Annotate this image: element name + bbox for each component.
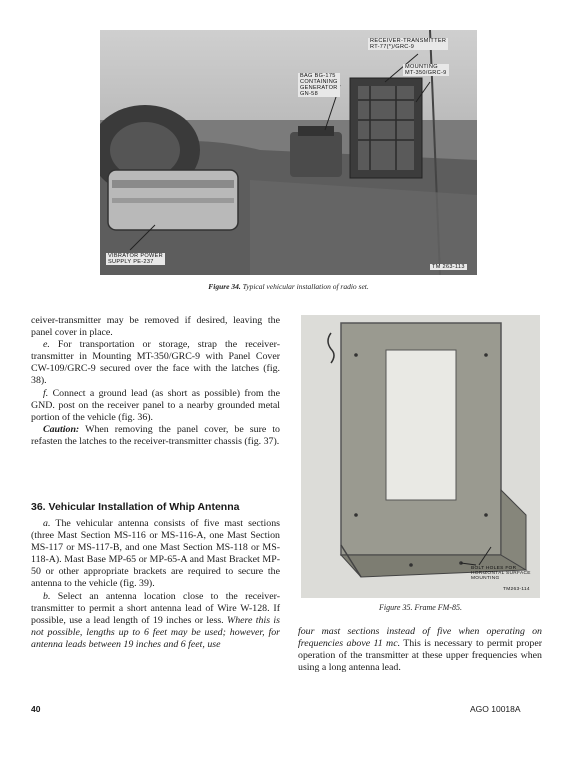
figure-35-photo [301,315,540,598]
figure-34-caption [100,282,477,291]
caution-mark: Caution: [43,423,80,435]
agency-code: AGO 10018A [470,704,521,714]
paragraph-b [31,591,280,651]
label-mounting: MOUNTING MT-350/GRC-9 [405,64,447,76]
caution-text: When removing the panel cover, be sure to refasten the latches to the receiver-transmitter chassis (fig. 37). [31,423,280,447]
label-vibrator-power: VIBRATOR POWER SUPPLY PE-237 [108,253,163,265]
label-receiver-transmitter: RECEIVER-TRANSMITTER RT-77(*)/GRC-9 [370,38,447,50]
figure-35-caption: Figure 35. Frame FM-85. [378,603,463,612]
paragraph-e-mark: e. [43,339,50,351]
paragraph-e-text: For transportation or storage, strap the receiver-transmitter in Mounting MT-350/GRC-9 with Panel Cover CW-109/GRC-9 secured over the face with the latches (fig. 38). [31,339,280,387]
paragraph-a-text: The vehicular antenna consists of five mast sections (three Mast Section MS-116 or MS-116-A, one Mast Section MS-117 or MS-117-B, and one Mast Section MS-118 or MS-118-A). Mast Base MP-65 or MP-65-A and Mast Bracket MP-50 or other appropriate brackets are required to secure the antenna to the vehicle (fig. 39). [31,518,280,590]
label-tm-number: TM 263-113 [432,264,465,270]
left-column-top [31,315,280,448]
left-column-bottom [31,518,280,651]
paragraph-continued-right [298,626,542,674]
paragraph-b-mark: b. [43,590,51,602]
right-column [298,626,542,674]
paragraph-caution [31,424,280,448]
label-bolt-holes: BOLT HOLES FOR HORIZONTAL SURFACE MOUNTING [471,566,531,581]
paragraph-f [31,388,280,424]
paragraph-continued: ceiver-transmitter may be removed if desired, leaving the panel cover in place. [31,315,280,339]
paragraph-f-text: Connect a ground lead (as short as possible) from the GND. post on the receiver panel to a nearby grounded metal portion of the vehicle (fig. 36). [31,387,280,423]
right-italic-text: four mast sections instead of five when operating on frequencies above 11 mc. [298,626,542,650]
figure-34-text: Typical vehicular installation of radio set. [242,282,369,291]
paragraph-a-mark: a. [43,518,51,529]
label-tm-number-2: TM263-114 [503,587,530,592]
frame-photo-illustration [301,315,540,598]
paragraph-a [31,518,280,591]
page-number: 40 [31,704,41,714]
paragraph-e [31,339,280,387]
paragraph-b-italic: Where this is not possible, lengths up to 6 feet may be used; however, for antenna leads between 19 inches and 6 feet, use [31,614,280,650]
right-text: This is necessary to permit proper operation of the transmitter at these upper frequencies when using a long antenna lead. [298,638,542,674]
paragraph-f-mark: f. [43,387,49,399]
figure-34-label: Figure 34. [208,282,241,291]
label-bag-generator: BAG BG-175 CONTAINING GENERATOR GN-58 [300,73,338,97]
section-heading: 36. Vehicular Installation of Whip Antenna [31,501,240,513]
figure-34-photo [100,30,477,275]
paragraph-b-text: Select an antenna location close to the receiver-transmitter to permit a short antenna lead of Wire W-128. If possible, use a lead length of 19 inches or less. [31,590,280,626]
